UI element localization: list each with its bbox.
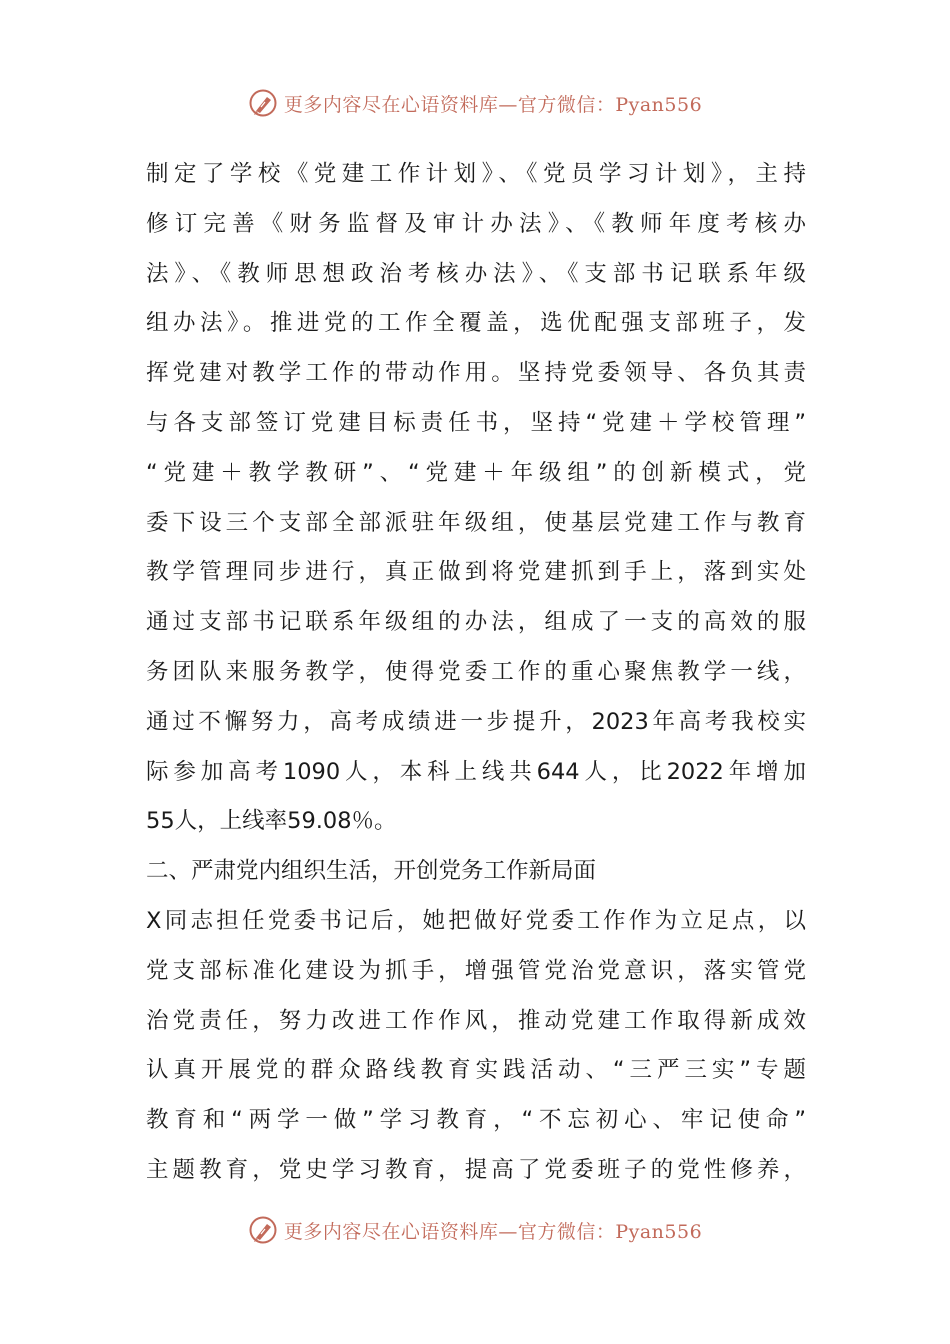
footer-banner bbox=[0, 1213, 950, 1247]
document-body bbox=[146, 150, 806, 1196]
text-line: 通过不懈努力，高考成绩进一步提升，2023年高考我校实 bbox=[146, 708, 806, 735]
pen-nib-logo-icon bbox=[248, 88, 278, 118]
text-line: 际参加高考1090人，本科上线共644人，比2022年增加 bbox=[146, 758, 806, 785]
header-banner bbox=[0, 86, 950, 120]
text-line: 通过支部书记联系年级组的办法，组成了一支的高效的服 bbox=[146, 609, 806, 636]
pen-nib-logo-icon bbox=[248, 1215, 278, 1245]
text-line: 二、严肃党内组织生活，开创党务工作新局面 bbox=[146, 858, 597, 885]
text-line: 委下设三个支部全部派驻年级组，使基层党建工作与教育 bbox=[146, 509, 806, 536]
text-line: 组办法》。推进党的工作全覆盖，选优配强支部班子，发 bbox=[146, 310, 806, 337]
text-line: 55人，上线率59.08％。 bbox=[146, 808, 397, 835]
text-line: 法》、《教师思想政治考核办法》、《支部书记联系年级 bbox=[146, 260, 806, 287]
text-line: 认真开展党的群众路线教育实践活动、“三严三实”专题 bbox=[146, 1057, 806, 1084]
text-line: 挥党建对教学工作的带动作用。坚持党委领导、各负其责 bbox=[146, 360, 806, 387]
text-line: 教育和“两学一做”学习教育，“不忘初心、牢记使命” bbox=[146, 1107, 806, 1134]
text-line: 主题教育，党史学习教育，提高了党委班子的党性修养， bbox=[146, 1156, 806, 1183]
footer-banner-text: 更多内容尽在心语资料库—官方微信：Pyan556 bbox=[283, 1220, 703, 1243]
text-line: X同志担任党委书记后，她把做好党委工作作为立足点，以 bbox=[146, 907, 806, 934]
text-line: 党支部标准化建设为抓手，增强管党治党意识，落实管党 bbox=[146, 957, 806, 984]
text-line: 修订完善《财务监督及审计办法》、《教师年度考核办 bbox=[146, 210, 806, 237]
text-line: 务团队来服务教学，使得党委工作的重心聚焦教学一线， bbox=[146, 658, 806, 685]
text-line: 与各支部签订党建目标责任书，坚持“党建＋学校管理” bbox=[146, 409, 806, 436]
text-line: 制定了学校《党建工作计划》、《党员学习计划》，主持 bbox=[146, 161, 806, 187]
text-line: 教学管理同步进行，真正做到将党建抓到手上，落到实处 bbox=[146, 559, 806, 586]
text-line: “党建＋教学教研”、“党建＋年级组”的创新模式，党 bbox=[146, 459, 806, 486]
text-line: 治党责任，努力改进工作作风，推动党建工作取得新成效 bbox=[146, 1007, 806, 1034]
header-banner-text: 更多内容尽在心语资料库—官方微信：Pyan556 bbox=[283, 93, 703, 116]
